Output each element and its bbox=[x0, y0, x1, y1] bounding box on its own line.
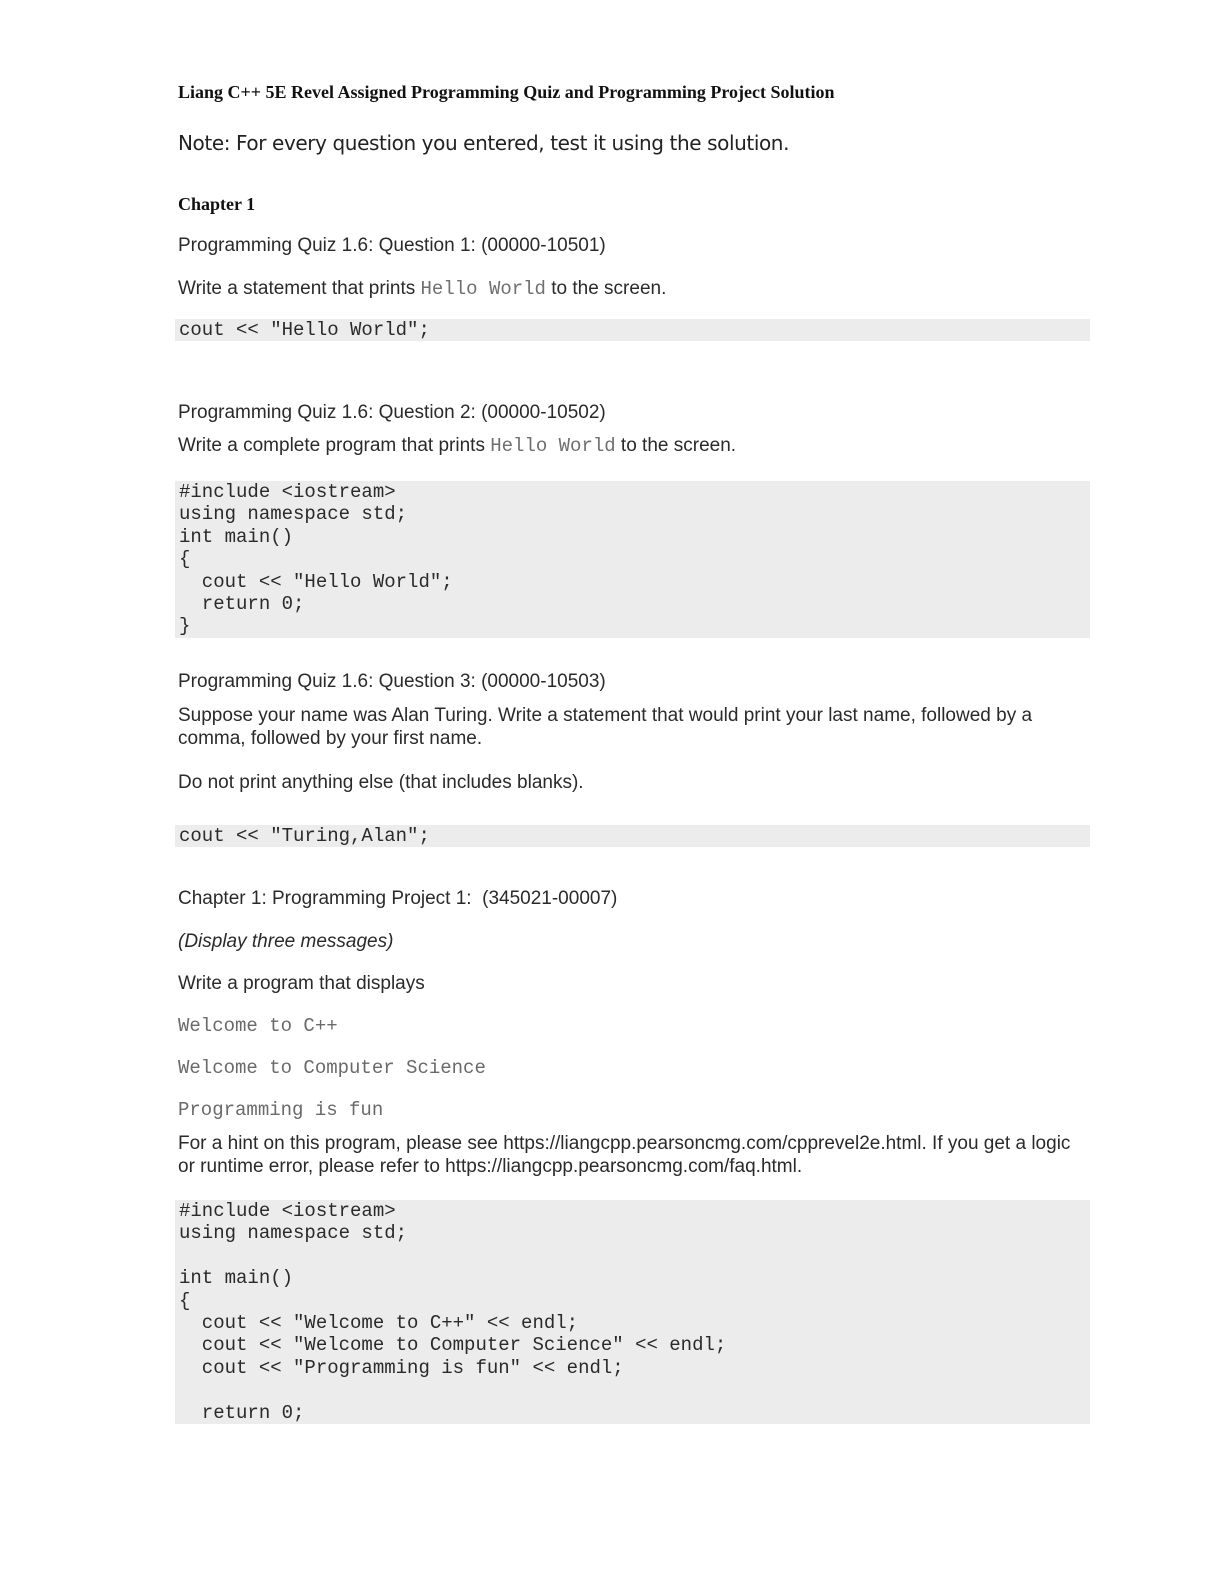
project1-hint: For a hint on this program, please see https://liangcpp.pearsoncmg.com/cpprevel2e.html. If you get a logic or runtime error, please refer to https://liangcpp.pearsoncmg.com/faq.html. bbox=[178, 1133, 1071, 1177]
project1-code-block: #include <iostream> using namespace std; int main() { cout << "Welcome to C++" << endl; cout << "Welcome to Computer Science" << endl; cout << "Programming is fun" << endl; return 0; bbox=[175, 1200, 1090, 1424]
q3-prompt: Suppose your name was Alan Turing. Write a statement that would print your last name, followed by a comma, followed by your first name. bbox=[178, 705, 1033, 749]
q1-prompt-after: to the screen. bbox=[545, 278, 667, 299]
q2-code-block: #include <iostream> using namespace std; int main() { cout << "Hello World"; return 0; } bbox=[175, 481, 1090, 638]
q2-heading: Programming Quiz 1.6: Question 2: (00000-10502) bbox=[178, 402, 606, 423]
output-line-2: Welcome to Computer Science bbox=[178, 1057, 486, 1079]
note-text: Note: For every question you entered, test it using the solution. bbox=[178, 131, 790, 155]
project1-heading: Chapter 1: Programming Project 1: (345021-00007) bbox=[178, 888, 618, 909]
q3-prompt-2: Do not print anything else (that includes blanks). bbox=[178, 772, 584, 793]
output-line-3: Programming is fun bbox=[178, 1099, 384, 1121]
q2-prompt bbox=[178, 435, 736, 457]
document-title: Liang C++ 5E Revel Assigned Programming Quiz and Programming Project Solution bbox=[178, 82, 835, 102]
q1-code-block: cout << "Hello World"; bbox=[175, 319, 1090, 341]
q1-heading: Programming Quiz 1.6: Question 1: (00000-10501) bbox=[178, 235, 606, 256]
output-line-1: Welcome to C++ bbox=[178, 1015, 338, 1037]
q1-prompt-code: Hello World bbox=[420, 278, 546, 300]
project1-subtitle: (Display three messages) bbox=[178, 931, 394, 952]
q1-prompt bbox=[178, 278, 666, 300]
q3-heading: Programming Quiz 1.6: Question 3: (00000-10503) bbox=[178, 671, 606, 692]
q2-prompt-after: to the screen. bbox=[615, 435, 737, 456]
q2-prompt-before: Write a complete program that prints bbox=[178, 435, 491, 456]
q3-code-block: cout << "Turing,Alan"; bbox=[175, 825, 1090, 847]
q2-prompt-code: Hello World bbox=[490, 435, 616, 457]
q1-prompt-before: Write a statement that prints bbox=[178, 278, 421, 299]
chapter-heading: Chapter 1 bbox=[178, 194, 256, 214]
project1-prompt: Write a program that displays bbox=[178, 973, 425, 994]
